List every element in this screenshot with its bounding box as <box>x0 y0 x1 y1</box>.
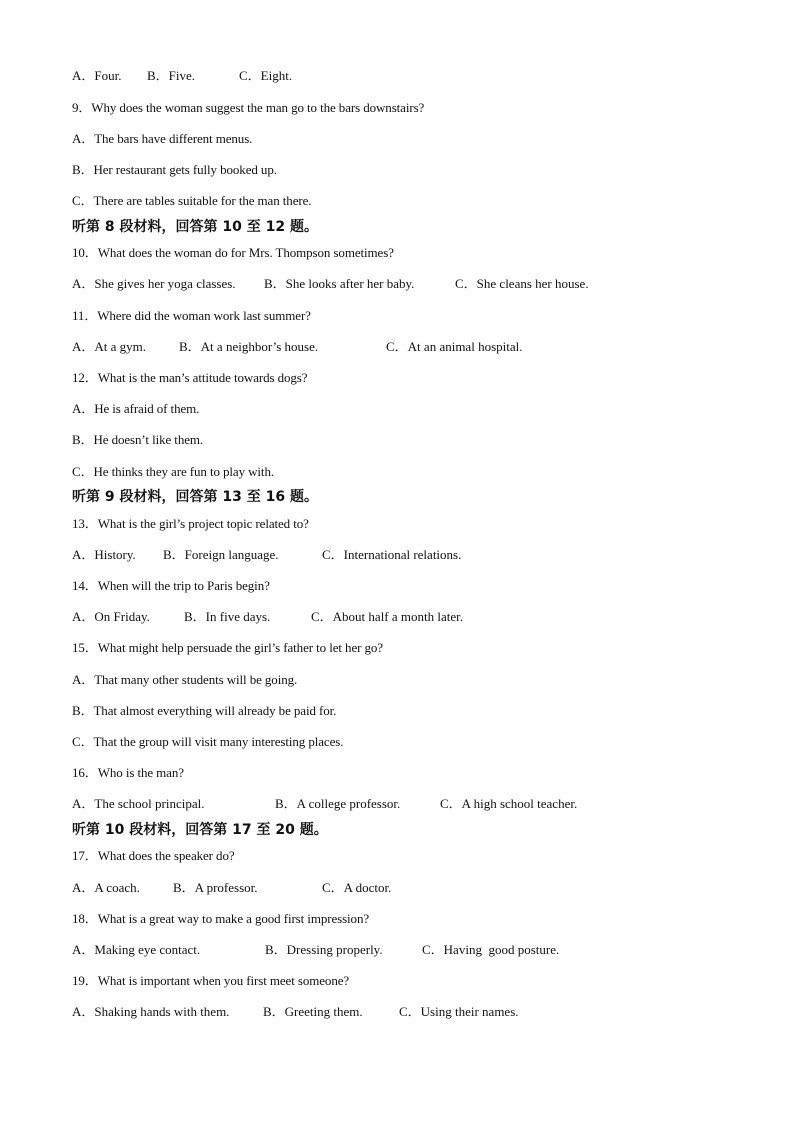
q19-option-a: A．Shaking hands with them. <box>72 1004 230 1019</box>
q15-option-b: B．That almost everything will already be paid for. <box>72 703 337 718</box>
section-10-heading: 听第 10 段材料，回答第 17 至 20 题。 <box>72 822 328 838</box>
q11-option-c: C．At an animal hospital. <box>386 339 523 354</box>
q10-options <box>72 276 772 292</box>
q9-question: 9．Why does the woman suggest the man go to the bars downstairs? <box>72 100 425 115</box>
q12-question: 12．What is the man’s attitude towards dogs? <box>72 370 308 385</box>
q13-options <box>72 547 772 563</box>
q9-option-a: A．The bars have different menus. <box>72 131 253 146</box>
q18-question: 18．What is a great way to make a good first impression? <box>72 911 370 926</box>
q16-options <box>72 796 772 812</box>
q18-option-b: B．Dressing properly. <box>265 942 383 957</box>
section-8-heading: 听第 8 段材料，回答第 10 至 12 题。 <box>72 219 318 235</box>
q13-option-a: A．History. <box>72 547 136 562</box>
section-9-heading: 听第 9 段材料，回答第 13 至 16 题。 <box>72 489 318 505</box>
q15-question: 15．What might help persuade the girl’s father to let her go? <box>72 640 383 655</box>
q17-option-b: B．A professor. <box>173 880 258 895</box>
q17-options <box>72 880 772 896</box>
q14-options <box>72 609 772 625</box>
q16-option-a: A．The school principal. <box>72 796 205 811</box>
q14-option-a: A．On Friday. <box>72 609 150 624</box>
q8-option-b: B．Five. <box>147 68 196 83</box>
q12-option-b: B．He doesn’t like them. <box>72 432 204 447</box>
q18-options <box>72 942 772 958</box>
q16-option-b: B．A college professor. <box>275 796 401 811</box>
q10-option-b: B．She looks after her baby. <box>264 276 415 291</box>
q9-option-c: C．There are tables suitable for the man there. <box>72 193 312 208</box>
q18-option-a: A．Making eye contact. <box>72 942 201 957</box>
q19-option-c: C．Using their names. <box>399 1004 519 1019</box>
q19-options <box>72 1004 772 1020</box>
q13-option-b: B．Foreign language. <box>163 547 279 562</box>
q10-question: 10．What does the woman do for Mrs. Thompson sometimes? <box>72 245 394 260</box>
q11-question: 11．Where did the woman work last summer? <box>72 308 311 323</box>
q17-option-c: C．A doctor. <box>322 880 392 895</box>
q18-option-c: C．Having good posture. <box>422 942 560 957</box>
q11-options <box>72 339 772 355</box>
q15-option-c: C．That the group will visit many interesting places. <box>72 734 344 749</box>
q12-option-a: A．He is afraid of them. <box>72 401 200 416</box>
q14-question: 14．When will the trip to Paris begin? <box>72 578 270 593</box>
q14-option-c: C．About half a month later. <box>311 609 464 624</box>
q10-option-c: C．She cleans her house. <box>455 276 589 291</box>
q8-option-a: A．Four. <box>72 68 122 83</box>
q15-option-a: A．That many other students will be going. <box>72 672 298 687</box>
q19-question: 19．What is important when you first meet someone? <box>72 973 350 988</box>
q8-options <box>72 68 772 84</box>
q14-option-b: B．In five days. <box>184 609 271 624</box>
q10-option-a: A．She gives her yoga classes. <box>72 276 236 291</box>
q16-question: 16．Who is the man? <box>72 765 184 780</box>
q19-option-b: B．Greeting them. <box>263 1004 363 1019</box>
q13-option-c: C．International relations. <box>322 547 462 562</box>
q11-option-a: A．At a gym. <box>72 339 147 354</box>
q9-option-b: B．Her restaurant gets fully booked up. <box>72 162 277 177</box>
q11-option-b: B．At a neighbor’s house. <box>179 339 319 354</box>
q17-question: 17．What does the speaker do? <box>72 848 235 863</box>
q13-question: 13．What is the girl’s project topic related to? <box>72 516 309 531</box>
q12-option-c: C．He thinks they are fun to play with. <box>72 464 274 479</box>
q16-option-c: C．A high school teacher. <box>440 796 578 811</box>
q8-option-c: C．Eight. <box>239 68 293 83</box>
q17-option-a: A．A coach. <box>72 880 140 895</box>
